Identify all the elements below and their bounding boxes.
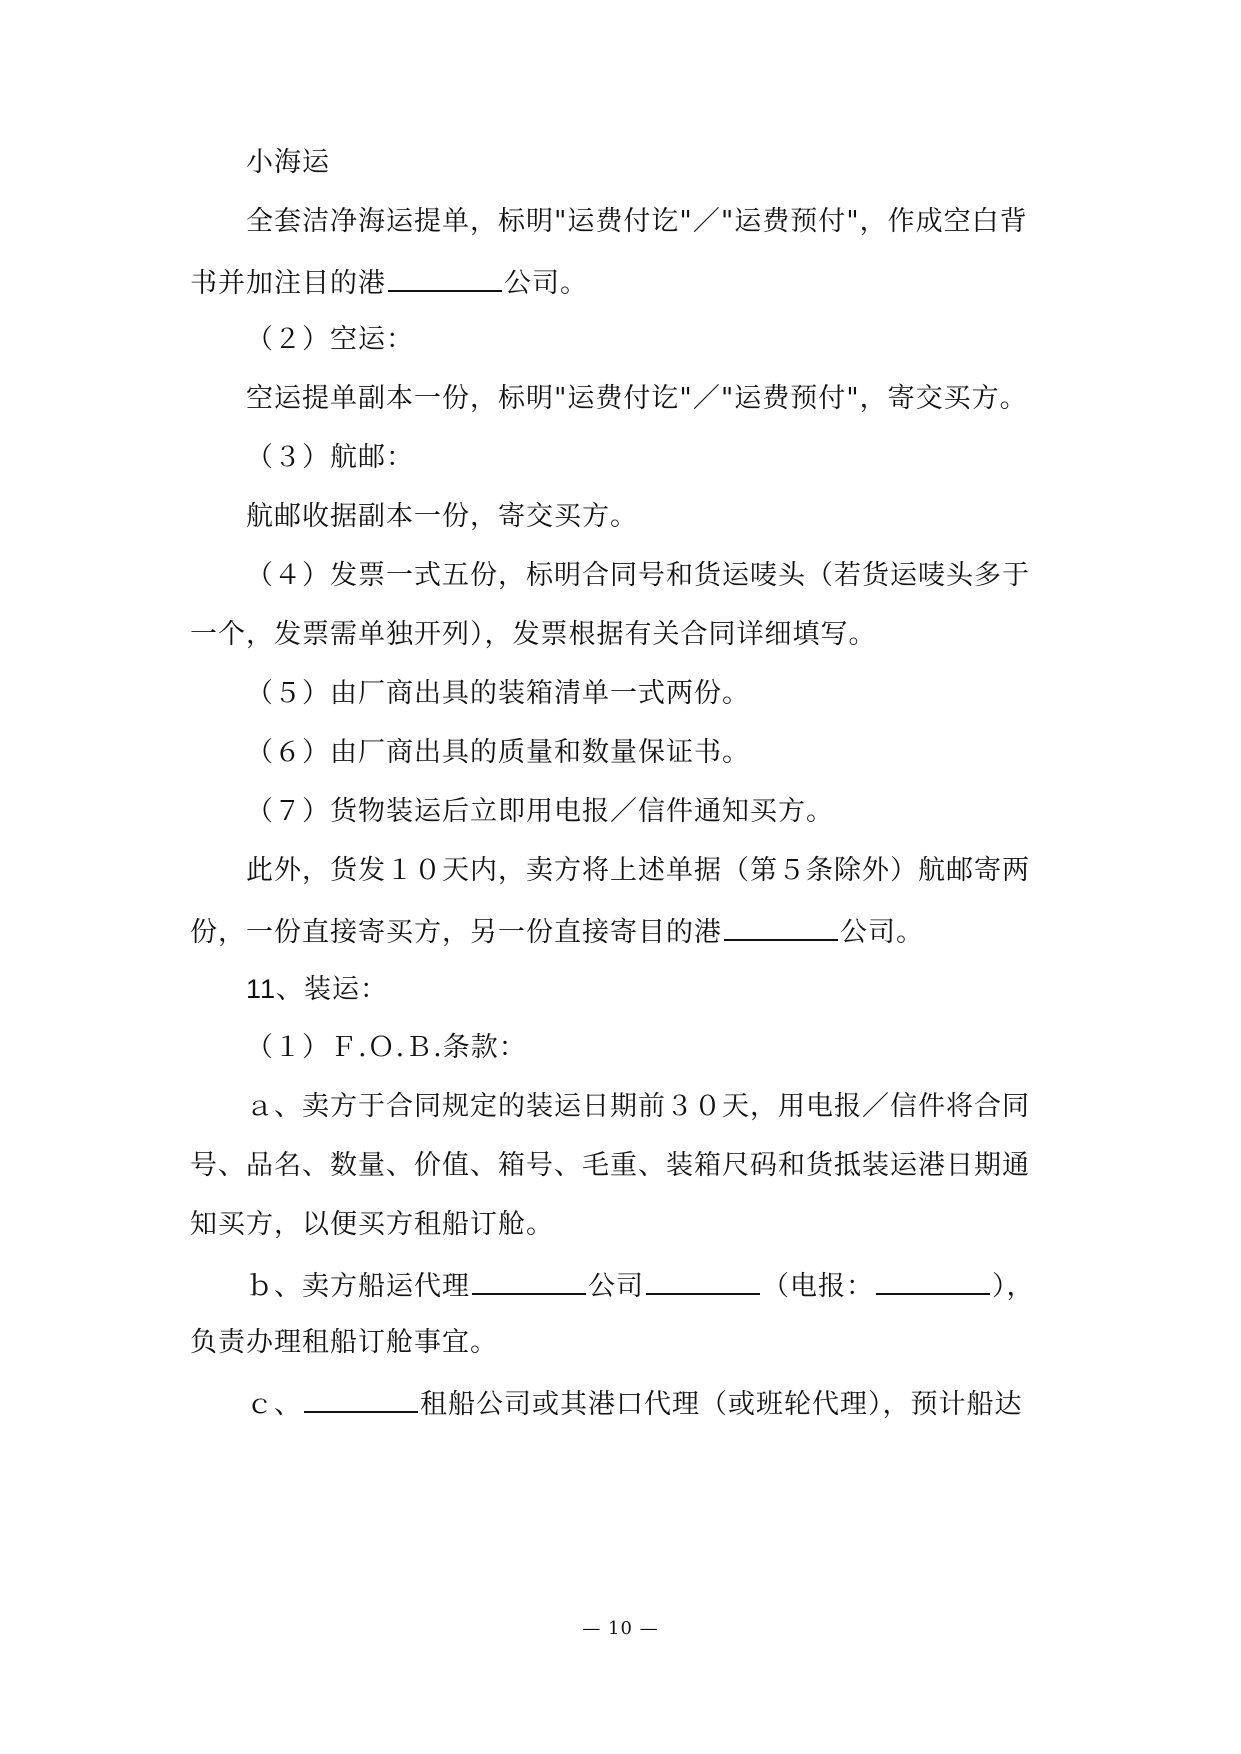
- text-segment: 公司。: [840, 917, 924, 948]
- fill-in-blank: [472, 1267, 586, 1295]
- text-line: （４）发票一式五份，标明合同号和货运唛头（若货运唛头多于: [246, 560, 1030, 591]
- page-number: — 10 —: [582, 1618, 659, 1639]
- text-line: 全套洁净海运提单，标明"运费付讫"／"运费预付"，作成空白背: [246, 206, 1028, 237]
- text-line: （７）货物装运后立即用电报／信件通知买方。: [246, 796, 834, 827]
- fill-in-blank: [304, 1385, 418, 1413]
- fill-in-blank: [388, 264, 502, 292]
- text-segment: ｃ、: [246, 1389, 302, 1420]
- text-line: （２）空运：: [246, 324, 414, 355]
- text-line: （３）航邮：: [246, 442, 414, 473]
- text-line: 空运提单副本一份，标明"运费付讫"／"运费预付"，寄交买方。: [246, 383, 1028, 414]
- text-line: （６）由厂商出具的质量和数量保证书。: [246, 737, 750, 768]
- text-line: 此外，货发１０天内，卖方将上述单据（第５条除外）航邮寄两: [246, 855, 1030, 886]
- text-line-with-blank: [190, 264, 588, 301]
- text-line-with-blank: [190, 913, 924, 950]
- text-line: 号、品名、数量、价值、箱号、毛重、装箱尺码和货抵装运港日期通: [190, 1150, 1030, 1181]
- fill-in-blank: [646, 1267, 760, 1295]
- text-line-with-blank: [246, 1385, 1023, 1422]
- text-line: 知买方，以便买方租船订舱。: [190, 1209, 554, 1240]
- text-line: （１）Ｆ.Ｏ.Ｂ.条款：: [246, 1032, 527, 1063]
- text-line: 小海运: [246, 147, 330, 178]
- text-line: 一个，发票需单独开列），发票根据有关合同详细填写。: [190, 619, 877, 650]
- fill-in-blank: [724, 913, 838, 941]
- text-segment: 书并加注目的港: [190, 268, 386, 299]
- text-segment: 公司。: [504, 268, 588, 299]
- fill-in-blank: [876, 1267, 990, 1295]
- section-heading: 11、装运：: [246, 974, 389, 1004]
- text-line: 负责办理租船订舱事宜。: [190, 1327, 498, 1358]
- text-segment: （电报：: [762, 1271, 874, 1302]
- text-line: 航邮收据副本一份，寄交买方。: [246, 501, 638, 532]
- text-segment: ｂ、卖方船运代理: [246, 1271, 470, 1302]
- text-segment: ），: [992, 1271, 1035, 1302]
- text-segment: 租船公司或其港口代理（或班轮代理），预计船达: [420, 1389, 1023, 1420]
- text-line: （５）由厂商出具的装箱清单一式两份。: [246, 678, 750, 709]
- text-segment: 公司: [588, 1271, 644, 1302]
- text-segment: 份，一份直接寄买方，另一份直接寄目的港: [190, 917, 722, 948]
- text-line-with-blanks: [246, 1267, 1035, 1304]
- text-line: ａ、卖方于合同规定的装运日期前３０天，用电报／信件将合同: [246, 1091, 1030, 1122]
